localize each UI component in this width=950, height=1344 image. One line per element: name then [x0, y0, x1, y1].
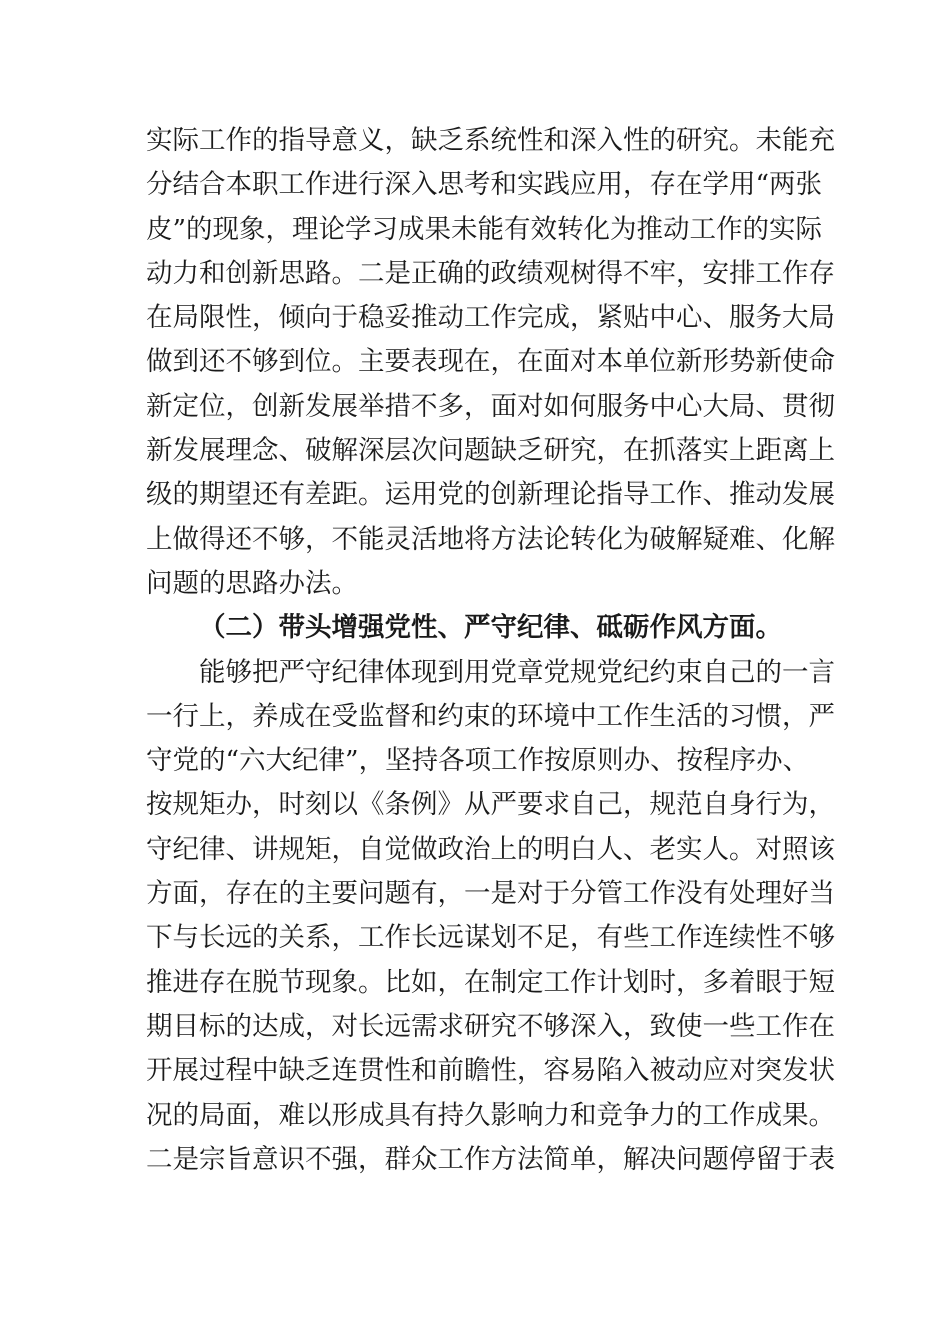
text-line: 二是宗旨意识不强，群众工作方法简单，解决问题停留于表: [146, 1143, 835, 1175]
text-line: 新定位，创新发展举措不多，面对如何服务中心大局、贯彻: [146, 390, 835, 422]
text-line: 一行上，养成在受监督和约束的环境中工作生活的习惯，严: [146, 700, 835, 732]
text-line: 况的局面，难以形成具有持久影响力和竞争力的工作成果。: [146, 1099, 835, 1131]
text-line: 能够把严守纪律体现到用党章党规党纪约束自己的一言: [199, 656, 835, 688]
text-line: 级的期望还有差距。运用党的创新理论指导工作、推动发展: [146, 479, 835, 511]
text-line: 新发展理念、破解深层次问题缺乏研究，在抓落实上距离上: [146, 435, 835, 467]
text-line: 守党的“六大纪律”，坚持各项工作按原则办、按程序办、: [146, 745, 810, 777]
text-line: 推进存在脱节现象。比如，在制定工作计划时，多着眼于短: [146, 966, 835, 998]
text-line: 问题的思路办法。: [146, 567, 358, 599]
text-line: 方面，存在的主要问题有，一是对于分管工作没有处理好当: [146, 878, 835, 910]
text-line: 期目标的达成，对长远需求研究不够深入，致使一些工作在: [146, 1010, 835, 1042]
text-line: 分结合本职工作进行深入思考和实践应用，存在学用“两张: [146, 169, 823, 201]
text-line: 皮”的现象，理论学习成果未能有效转化为推动工作的实际: [146, 213, 823, 245]
text-line: 实际工作的指导意义，缺乏系统性和深入性的研究。未能充: [146, 125, 835, 156]
section-heading: （二）带头增强党性、严守纪律、砥砺作风方面。: [199, 612, 782, 644]
text-line: 在局限性，倾向于稳妥推动工作完成，紧贴中心、服务大局: [146, 302, 835, 334]
paragraph-1: [146, 119, 835, 606]
text-line: 动力和创新思路。二是正确的政绩观树得不牢，安排工作存: [146, 257, 835, 289]
text-line: 守纪律、讲规矩，自觉做政治上的明白人、老实人。对照该: [146, 833, 835, 865]
text-line: 开展过程中缺乏连贯性和前瞻性，容易陷入被动应对突发状: [146, 1055, 835, 1087]
text-line: 下与长远的关系，工作长远谋划不足，有些工作连续性不够: [146, 922, 835, 954]
text-line: 做到还不够到位。主要表现在，在面对本单位新形势新使命: [146, 346, 835, 378]
text-line: 上做得还不够，不能灵活地将方法论转化为破解疑难、化解: [146, 523, 835, 555]
text-line: 按规矩办，时刻以《条例》从严要求自己，规范自身行为，: [146, 789, 835, 821]
document-body: [146, 119, 835, 1182]
paragraph-2: [146, 651, 835, 1183]
